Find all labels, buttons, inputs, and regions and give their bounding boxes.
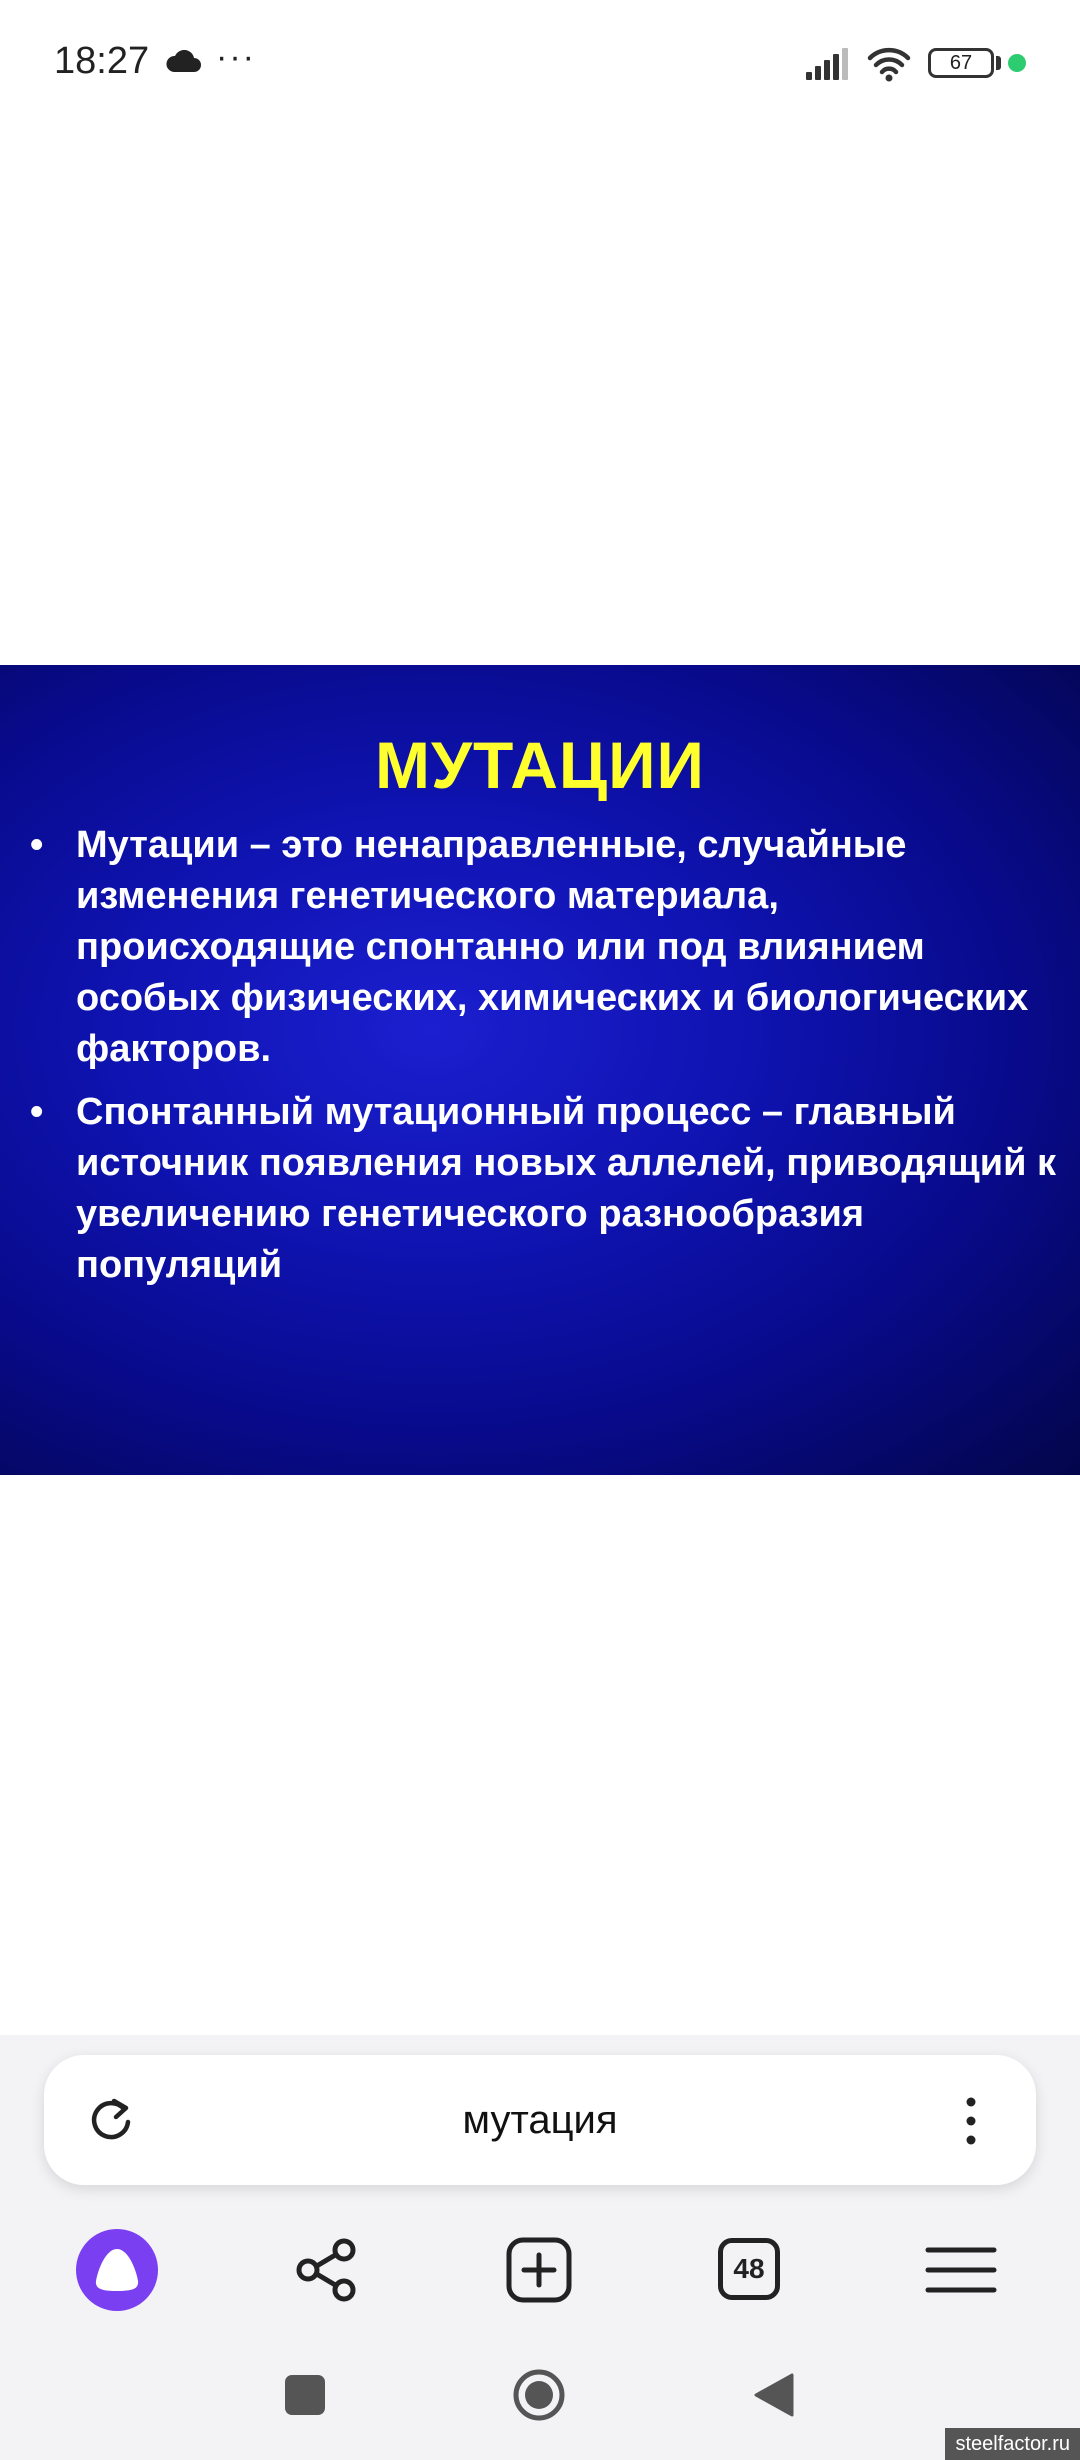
home-icon[interactable]	[512, 2368, 566, 2422]
tabs-icon[interactable]	[718, 2238, 780, 2300]
signal-icon	[804, 46, 852, 80]
slide-bullet-list	[26, 820, 1066, 1303]
share-icon[interactable]	[282, 2225, 372, 2315]
more-vert-icon[interactable]	[956, 2094, 986, 2148]
bullet-text: Мутации – это ненаправленные, случайные изменения генетического материала, происходящие спонтанно или под влиянием особых физических, химических и биологических факторов.	[76, 824, 1029, 1070]
wifi-icon	[866, 44, 912, 82]
battery-tip	[996, 56, 1001, 70]
search-query-text[interactable]: мутация	[462, 2098, 618, 2142]
status-bar	[0, 0, 1080, 130]
slide-image[interactable]	[0, 665, 1080, 1475]
watermark-label: steelfactor.ru	[945, 2428, 1080, 2460]
slide-title: МУТАЦИИ	[375, 728, 705, 802]
menu-icon[interactable]	[916, 2225, 1006, 2315]
cloud-icon	[166, 50, 202, 74]
reload-icon[interactable]	[86, 2095, 136, 2145]
battery-icon	[928, 48, 994, 78]
battery-level: 67	[949, 52, 973, 74]
slide-bullet-item	[26, 820, 1066, 1075]
bullet-marker: •	[30, 824, 44, 866]
alice-icon[interactable]	[72, 2225, 162, 2315]
status-time: 18:27	[54, 40, 150, 82]
status-more-dots: ···	[216, 38, 256, 76]
recents-icon[interactable]	[285, 2375, 325, 2415]
back-icon[interactable]	[752, 2372, 796, 2418]
green-dot-indicator	[1008, 54, 1026, 72]
tabs-count: 48	[733, 2253, 765, 2284]
bullet-text: Спонтанный мутационный процесс – главный источник появления новых аллелей, приводящий к увеличению генетического разнообразия популяций	[76, 1091, 1057, 1286]
slide-bullet-item	[26, 1087, 1066, 1291]
bullet-marker: •	[30, 1091, 44, 1133]
new-tab-icon[interactable]	[494, 2225, 584, 2315]
